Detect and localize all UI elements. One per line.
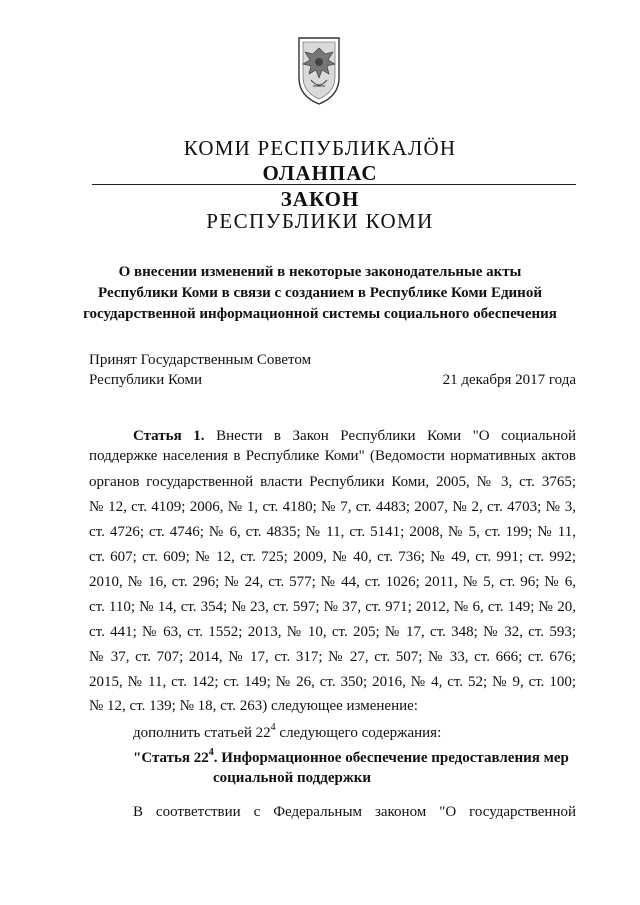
article-1-line-1: [133, 426, 576, 446]
article-1-line-9: ст. 441; № 63, ст. 1552; 2013, № 10, ст. 205; № 17, ст. 348; № 32, ст. 593;: [89, 624, 576, 640]
article-1-line-7: 2010, № 16, ст. 296; № 24, ст. 577; № 44, ст. 1026; 2011, № 5, ст. 96; № 6,: [89, 574, 576, 590]
header-komi-line: КОМИ РЕСПУБЛИКАЛӦН: [183, 136, 457, 160]
article-1-line-12: № 12, ст. 139; № 18, ст. 263) следующее изменение:: [89, 698, 418, 714]
article-1-line-11: 2015, № 11, ст. 142; ст. 149; № 26, ст. 350; 2016, № 4, ст. 52; № 9, ст. 100;: [89, 674, 576, 690]
article-1-line-3: органов государственной власти Республики Коми, 2005, № 3, ст. 3765;: [89, 474, 576, 490]
new-article-sup: 4: [208, 747, 214, 758]
supplement-sup: 4: [270, 722, 276, 733]
new-article-title-text: . Информационное обеспечение предоставления мер: [213, 750, 569, 766]
subject-line-3: государственной информационной системы социального обеспечения: [83, 306, 557, 322]
article-1-line-10: № 37, ст. 707; 2014, № 17, ст. 317; № 27, ст. 507; № 33, ст. 666; ст. 676;: [89, 649, 576, 665]
article-1-line-2: поддержке населения в Республике Коми" (Ведомости нормативных актов: [89, 448, 576, 464]
adoption-date: 21 декабря 2017 года: [442, 372, 576, 388]
new-article-prefix: "Статья 22: [133, 750, 209, 766]
article-1-line-8: ст. 110; № 14, ст. 354; № 23, ст. 597; № 37, ст. 971; 2012, № 6, ст. 149; № 20,: [89, 599, 576, 615]
supplement-text-after: следующего содержания:: [275, 725, 442, 741]
article-1-label: Статья 1.: [133, 428, 205, 444]
new-article-title-line-1: [133, 747, 569, 767]
header-divider: [92, 184, 576, 185]
subject-line-1: О внесении изменений в некоторые законодательные акты: [118, 264, 522, 280]
article-1-line-6: ст. 607; ст. 609; № 12, ст. 725; 2009, № 40, ст. 736; № 49, ст. 991; ст. 992;: [89, 549, 576, 565]
header-respubliki: РЕСПУБЛИКИ КОМИ: [206, 209, 434, 233]
header-zakon: ЗАКОН: [280, 187, 360, 211]
subject-line-2: Республики Коми в связи с созданием в Республике Коми Единой: [98, 285, 542, 301]
article-1-line-5: ст. 4726; ст. 4746; № 6, ст. 4835; № 11, ст. 5141; 2008, № 5, ст. 199; № 11,: [89, 524, 576, 540]
adoption-line-2: Республики Коми: [89, 372, 202, 388]
new-article-title-line-2: социальной поддержки: [213, 770, 372, 786]
header-olanpas: ОЛАНПАС: [262, 161, 378, 185]
article-1-line-4: № 12, ст. 4109; 2006, № 1, ст. 4180; № 7, ст. 4483; 2007, № 2, ст. 4703; № 3,: [89, 499, 576, 515]
article-1-text: Внести в Закон Республики Коми "О социальной: [216, 428, 576, 444]
supplement-text-before: дополнить статьей 22: [133, 725, 271, 741]
body-last-line: В соответствии с Федеральным законом "О государственной: [133, 804, 576, 820]
supplement-line: [133, 723, 576, 743]
coat-of-arms-emblem: [295, 34, 343, 106]
adoption-line-1: Принят Государственным Советом: [89, 352, 312, 368]
